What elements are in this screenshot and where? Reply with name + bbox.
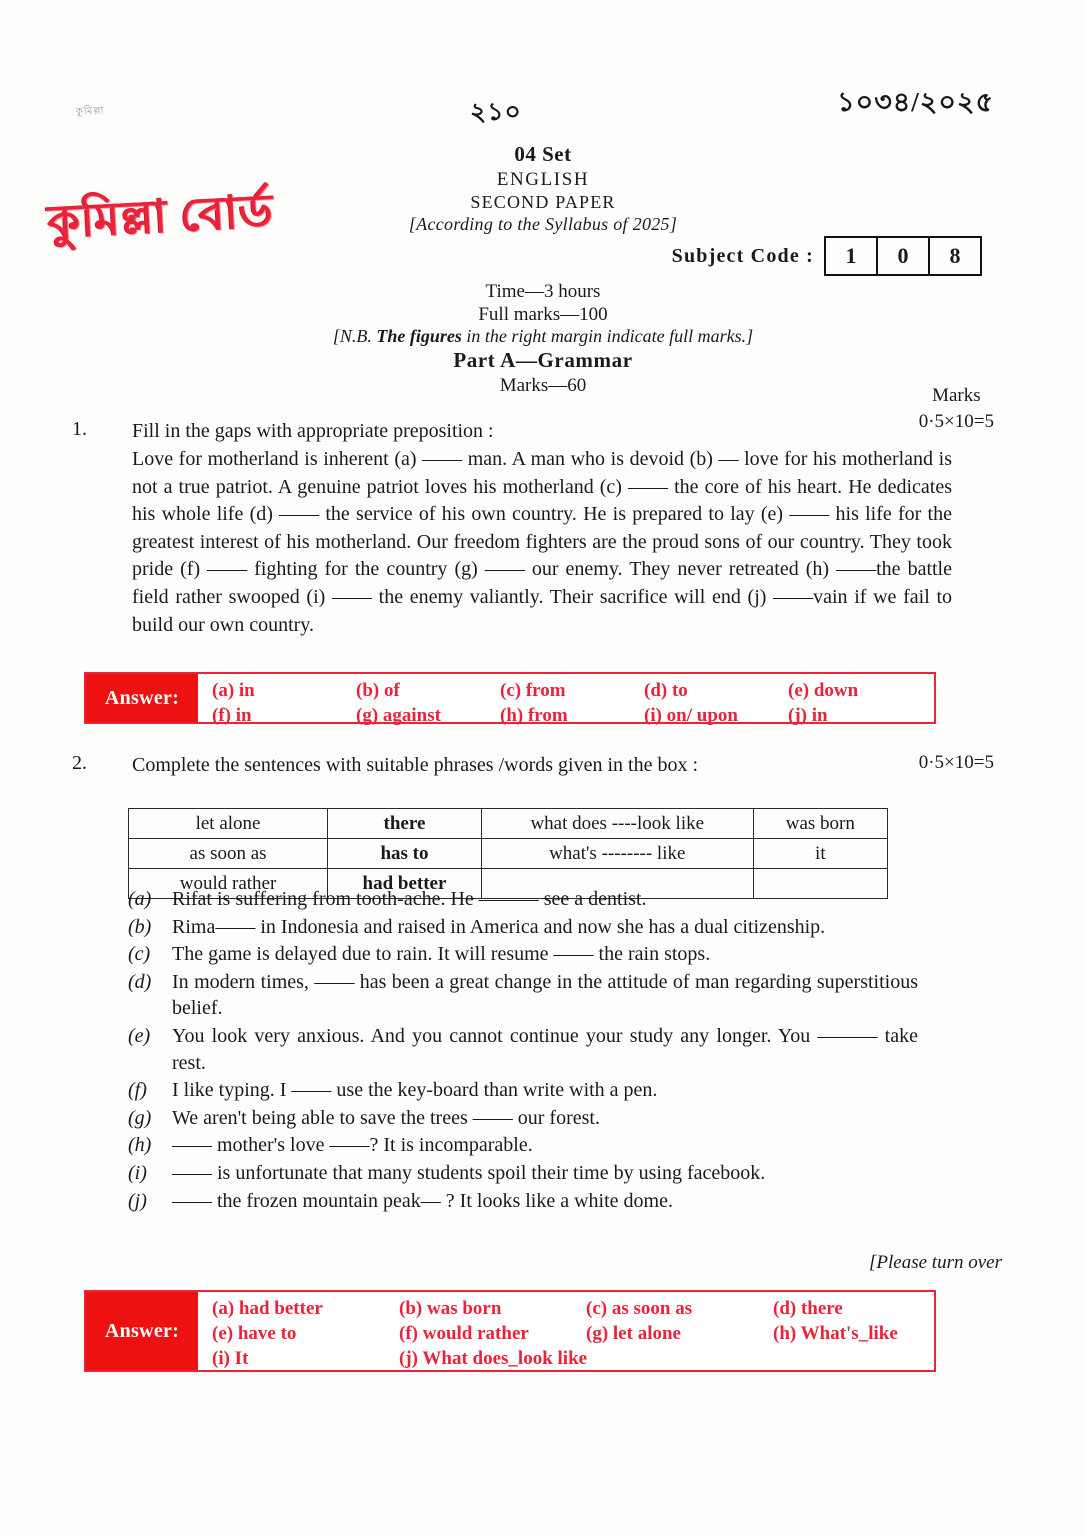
- exam-meta-block: [0, 280, 1086, 348]
- list-item: [128, 1188, 918, 1215]
- list-item: [128, 1105, 918, 1132]
- item-text: —— the frozen mountain peak— ? It looks like a white dome.: [172, 1189, 673, 1212]
- answer-item: (f) in: [212, 705, 252, 726]
- item-text: —— is unfortunate that many students spoil their time by using facebook.: [172, 1161, 766, 1184]
- list-item: [128, 1023, 918, 1076]
- word-box-cell: had better: [328, 869, 482, 899]
- exam-full-marks: Full marks—100: [478, 304, 608, 326]
- answer-item: (a) had better: [212, 1298, 323, 1319]
- part-a-marks: Marks—60: [499, 375, 587, 396]
- answer-item: (c) as soon as: [586, 1298, 693, 1319]
- word-box-cell: what does ----look like: [481, 809, 753, 839]
- question-2: [72, 752, 952, 778]
- answer-label-q2: Answer:: [86, 1292, 198, 1370]
- subject-name: ENGLISH: [496, 169, 590, 190]
- answer-item: (h) from: [500, 705, 568, 726]
- item-label: (a): [128, 888, 152, 910]
- answer-item: (a) in: [212, 680, 255, 701]
- marks-value-q2: 0·5×10=5: [918, 752, 994, 773]
- item-text: Rima—— in Indonesia and raised in America and now she has a dual citizenship.: [172, 915, 826, 938]
- question-1-passage: Love for motherland is inherent (a) —— man. A man who is devoid (b) — love for his motherland is not a true patriot. A genuine patriot loves his motherland (c) —— the core of his heart. He dedicates his whole life (d) —— the service of his own country. He is prepared to lay (e) —— his life for the greatest interest of his motherland. Our freedom fighters are the proud sons of our country. They took pride (f) —— fighting for the country (g) —— our enemy. They never retreated (h) ——the battle field rather swooped (i) —— the enemy valiantly. Their sacrifice will end (j) ——vain if we fail to build our own country.: [132, 448, 952, 636]
- item-text: We aren't being able to save the trees —— our forest.: [172, 1106, 600, 1129]
- answer-item: (j) in: [788, 705, 828, 726]
- item-label: (c): [128, 943, 151, 966]
- answer-row: [212, 1348, 960, 1370]
- answer-item: (c) from: [500, 680, 566, 701]
- answer-item: (i) It: [212, 1348, 249, 1369]
- paper-name: SECOND PAPER: [470, 192, 616, 212]
- list-item: [128, 941, 918, 968]
- answer-item: (b) was born: [399, 1298, 502, 1319]
- set-line: 04 Set: [514, 142, 572, 166]
- answer-item: (h) What's_like: [773, 1323, 898, 1344]
- answer-item: (j) What does_look like: [399, 1348, 588, 1369]
- word-box-cell: there: [328, 809, 482, 839]
- nb-prefix: [N.B.: [332, 326, 377, 347]
- item-text: Rifat is suffering from tooth-ache. He ——— see a dentist.: [172, 888, 647, 910]
- answer-item: (d) to: [644, 680, 688, 701]
- list-item: [128, 914, 918, 941]
- answer-item: (d) there: [773, 1298, 843, 1319]
- item-label: (g): [128, 1106, 152, 1129]
- list-item: [128, 1132, 918, 1159]
- nb-rest: in the right margin indicate full marks.]: [461, 326, 754, 347]
- word-box-row: [129, 839, 888, 869]
- answer-item: (f) would rather: [399, 1323, 529, 1344]
- answer-grid-q1: [198, 674, 934, 726]
- exam-nb-note: [0, 326, 1086, 348]
- subject-code-row: [0, 236, 1086, 276]
- list-item: [128, 1077, 918, 1104]
- item-label: (f): [128, 1079, 147, 1102]
- board-logo-comilla: কুমিল্লা বোর্ড: [46, 185, 275, 248]
- item-text: —— mother's love ——? It is incomparable.: [172, 1134, 533, 1157]
- subject-code-digit-1: 1: [826, 238, 878, 274]
- item-label: (b): [128, 915, 152, 938]
- word-box-cell: would rather: [129, 869, 328, 899]
- question-2-sentence-list: [128, 886, 918, 1215]
- answer-item: (e) have to: [212, 1323, 297, 1344]
- answer-item: (i) on/ upon: [644, 705, 738, 726]
- item-label: (e): [128, 1024, 151, 1047]
- word-box-cell: as soon as: [129, 839, 328, 869]
- question-2-stem: Complete the sentences with suitable phrases /words given in the box :: [132, 754, 698, 776]
- please-turn-over-note: [Please turn over: [869, 1252, 1002, 1273]
- item-label: (h): [128, 1134, 152, 1157]
- list-item: [128, 886, 918, 913]
- part-a-title: Part A—Grammar: [453, 348, 633, 372]
- item-label: (j): [128, 1189, 147, 1212]
- answer-row: [212, 1323, 960, 1345]
- answer-item: (g) against: [356, 705, 441, 726]
- question-2-body: [132, 752, 952, 778]
- list-item: [128, 1160, 918, 1187]
- item-text: You look very anxious. And you cannot continue your study any longer. You ——— take rest.: [172, 1024, 918, 1074]
- bengali-year-code: ১০৩৪/২০২৫: [837, 87, 994, 117]
- subject-code-digit-2: 0: [878, 238, 930, 274]
- list-item: [128, 969, 918, 1022]
- question-2-number: 2.: [72, 752, 87, 774]
- item-text: I like typing. I —— use the key-board than write with a pen.: [172, 1079, 658, 1102]
- answer-row: [212, 1298, 960, 1320]
- question-1-body: [132, 418, 952, 639]
- faint-corner-mark: কুমিল্লা: [75, 105, 105, 118]
- question-1-stem: Fill in the gaps with appropriate preposition :: [132, 420, 494, 442]
- answer-grid-q2: [198, 1292, 962, 1370]
- question-1-number: 1.: [72, 418, 87, 440]
- answer-row: [212, 705, 932, 727]
- question-1: [72, 418, 952, 639]
- word-box-cell: was born: [753, 809, 887, 839]
- answer-item: (e) down: [788, 680, 859, 701]
- exam-time: Time—3 hours: [485, 281, 601, 302]
- subject-code-digit-3: 8: [949, 243, 961, 268]
- word-box-cell: let alone: [129, 809, 328, 839]
- answer-item: (g) let alone: [586, 1323, 681, 1344]
- marks-value-q1: 0·5×10=5: [918, 410, 994, 432]
- item-label: (d): [128, 970, 152, 993]
- answer-box-question-2: [84, 1290, 936, 1372]
- bengali-page-number: ২১০: [470, 99, 522, 126]
- answer-row: [212, 680, 932, 702]
- item-label: (i): [128, 1161, 147, 1184]
- answer-box-question-1: [84, 672, 936, 724]
- word-box-cell: it: [753, 839, 887, 869]
- word-box-cell: what's -------- like: [481, 839, 753, 869]
- subject-code-boxes: [824, 236, 982, 276]
- syllabus-note: [According to the Syllabus of 2025]: [408, 214, 678, 234]
- answer-label-q1: Answer:: [86, 674, 198, 722]
- nb-bold: The figures: [376, 326, 462, 347]
- word-box-row: [129, 809, 888, 839]
- exam-title-block: [0, 142, 1086, 235]
- word-box-cell: has to: [328, 839, 482, 869]
- answer-item: (b) of: [356, 680, 400, 701]
- item-text: The game is delayed due to rain. It will resume —— the rain stops.: [172, 943, 711, 966]
- item-text: In modern times, —— has been a great change in the attitude of man regarding superstitious belief.: [172, 970, 918, 1020]
- marks-label: Marks: [932, 385, 981, 406]
- subject-code-label: Subject Code :: [671, 244, 814, 267]
